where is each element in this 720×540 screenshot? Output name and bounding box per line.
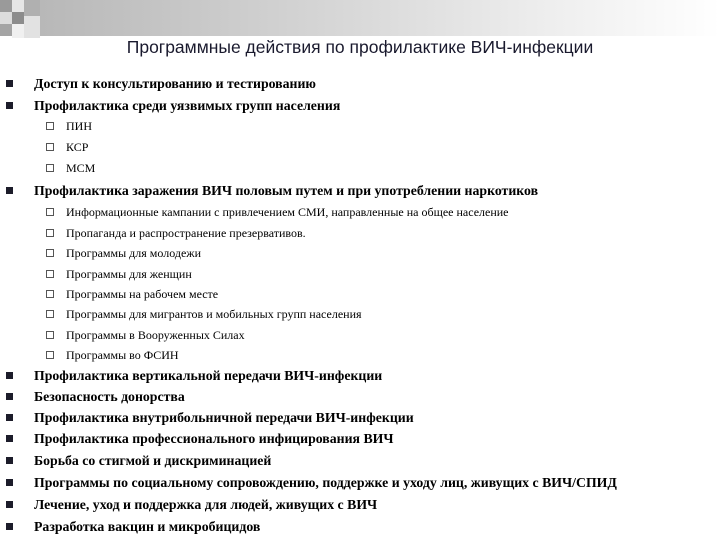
list-item-text: Борьба со стигмой и дискриминацией [34, 453, 272, 468]
list-item-text: Программы для мигрантов и мобильных групп населения [66, 307, 362, 321]
list-item [34, 475, 617, 491]
list-item-text: Профилактика профессионального инфицирования ВИЧ [34, 431, 394, 446]
list-item-text: Профилактика вертикальной передачи ВИЧ-инфекции [34, 368, 383, 383]
hollow-square-bullet-icon [46, 164, 54, 172]
list-item-text: КСР [66, 140, 89, 154]
list-item [34, 431, 394, 447]
list-item [34, 98, 340, 114]
list-item-text: Пропаганда и распространение презервативов. [66, 226, 306, 240]
list-item-text: Информационные кампании с привлечением СМИ, направленные на общее население [66, 205, 509, 219]
square-bullet-icon [6, 102, 13, 109]
page-title: Программные действия по профилактике ВИЧ-инфекции [126, 37, 594, 57]
square-bullet-icon [6, 414, 13, 421]
list-item-text: Профилактика заражения ВИЧ половым путем и при употреблении наркотиков [34, 183, 539, 198]
hollow-square-bullet-icon [46, 331, 54, 339]
list-item [34, 453, 271, 469]
hollow-square-bullet-icon [46, 122, 54, 130]
list-item-text: Программы в Вооруженных Силах [66, 328, 245, 342]
square-bullet-icon [6, 372, 13, 379]
list-item [34, 519, 260, 535]
square-bullet-icon [6, 393, 13, 400]
hollow-square-bullet-icon [46, 310, 54, 318]
list-item [34, 410, 414, 426]
hollow-square-bullet-icon [46, 143, 54, 151]
list-item-text: Программы для молодежи [66, 246, 201, 260]
sub-list-item [66, 119, 92, 134]
list-item [34, 497, 377, 513]
list-item-text: Профилактика внутрибольничной передачи ВИЧ-инфекции [34, 410, 414, 425]
hollow-square-bullet-icon [46, 290, 54, 298]
list-item [34, 389, 185, 405]
square-bullet-icon [6, 457, 13, 464]
list-item [34, 76, 316, 92]
sub-list-item [66, 287, 218, 302]
square-bullet-icon [6, 523, 13, 530]
hollow-square-bullet-icon [46, 270, 54, 278]
sub-list-item [66, 205, 509, 220]
sub-list-item [66, 140, 88, 155]
sub-list-item [66, 328, 245, 343]
sub-list-item [66, 246, 201, 261]
square-bullet-icon [6, 501, 13, 508]
list-item-text: Безопасность донорства [34, 389, 185, 404]
list-item-text: Программы для женщин [66, 267, 192, 281]
list-item [34, 368, 382, 384]
list-item-text: Профилактика среди уязвимых групп населения [34, 98, 341, 113]
list-item-text: Программы во ФСИН [66, 348, 179, 362]
list-item-text: Программы на рабочем месте [66, 287, 219, 301]
hollow-square-bullet-icon [46, 249, 54, 257]
square-bullet-icon [6, 479, 13, 486]
list-item [34, 183, 538, 199]
list-item-text: ПИН [66, 119, 92, 133]
list-item-text: Доступ к консультированию и тестированию [34, 76, 316, 91]
sub-list-item [66, 307, 362, 322]
square-bullet-icon [6, 187, 13, 194]
hollow-square-bullet-icon [46, 208, 54, 216]
list-item-text: Программы по социальному сопровождению, поддержке и уходу лиц, живущих с ВИЧ/СПИД [34, 475, 617, 490]
sub-list-item [66, 267, 192, 282]
list-item-text: МСМ [66, 161, 96, 175]
list-item-text: Разработка вакцин и микробицидов [34, 519, 261, 534]
sub-list-item [66, 161, 95, 176]
square-bullet-icon [6, 435, 13, 442]
hollow-square-bullet-icon [46, 351, 54, 359]
sub-list-item [66, 348, 179, 363]
square-bullet-icon [6, 80, 13, 87]
list-item-text: Лечение, уход и поддержка для людей, живущих с ВИЧ [34, 497, 378, 512]
hollow-square-bullet-icon [46, 229, 54, 237]
sub-list-item [66, 226, 306, 241]
